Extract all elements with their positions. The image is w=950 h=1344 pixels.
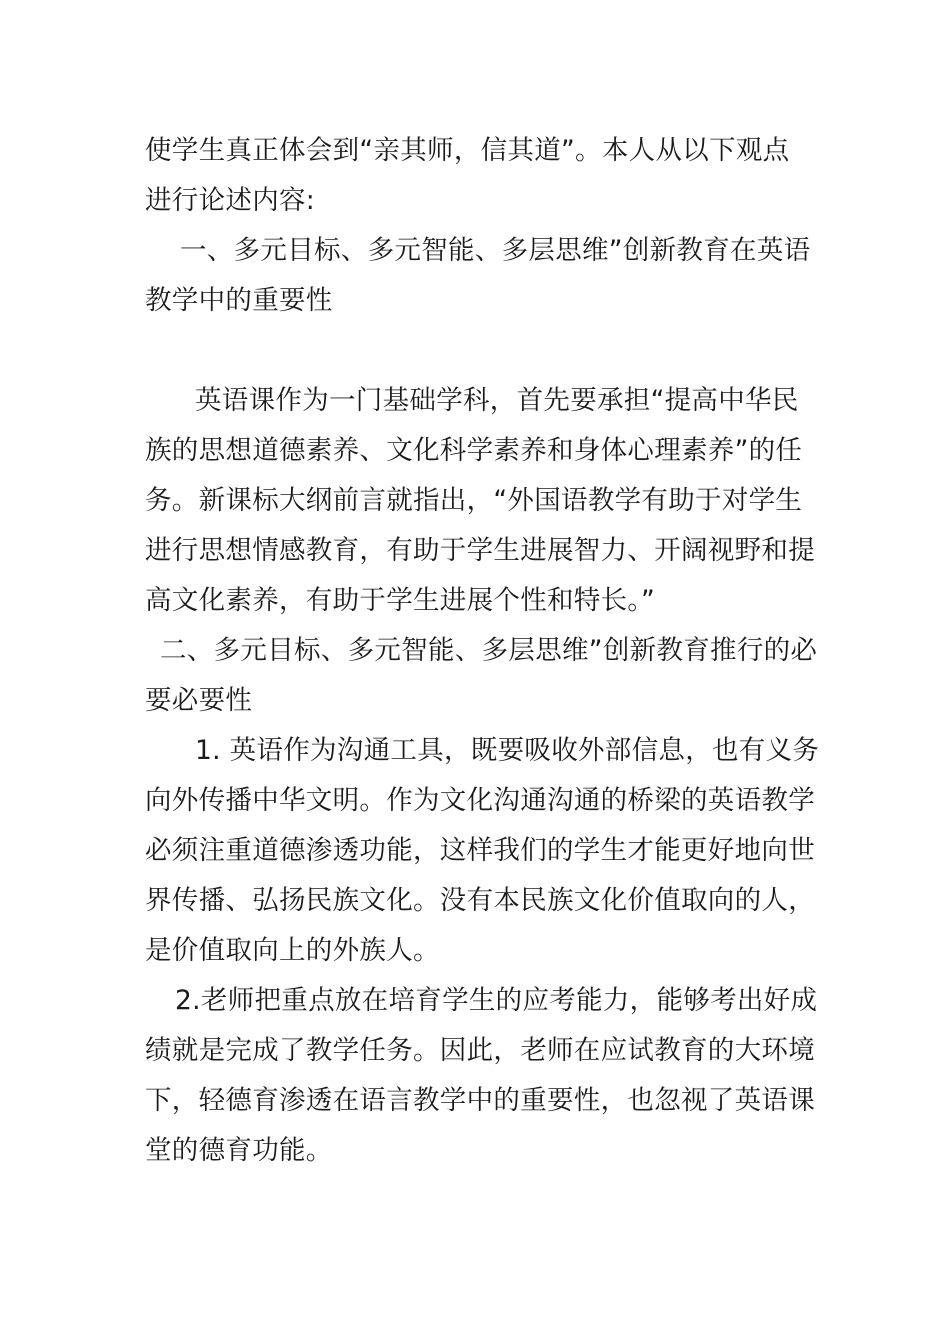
text-line: 使学生真正体会到“亲其师，信其道”。本人从以下观点: [145, 135, 790, 166]
text-line: 向外传播中华文明。作为文化沟通沟通的桥梁的英语教学: [145, 785, 815, 816]
text-line: 2.老师把重点放在培育学生的应考能力，能够考出好成: [175, 985, 818, 1016]
section-heading-2-cont: 要必要性: [145, 685, 253, 716]
text-line: 高文化素养，有助于学生进展个性和特长。”: [145, 585, 655, 616]
text-line: 绩就是完成了教学任务。因此，老师在应试教育的大环境: [145, 1035, 815, 1066]
text-line: 进行思想情感教育，有助于学生进展智力、开阔视野和提: [145, 535, 815, 566]
text-line: 界传播、弘扬民族文化。没有本民族文化价值取向的人，: [145, 885, 815, 916]
text-line: 务。新课标大纲前言就指出，“外国语教学有助于对学生: [145, 485, 803, 516]
text-line: 进行论述内容:: [145, 185, 316, 216]
text-line: 下，轻德育渗透在语言教学中的重要性，也忽视了英语课: [145, 1085, 815, 1116]
text-line: 1. 英语作为沟通工具，既要吸收外部信息，也有义务: [195, 735, 820, 766]
text-line: 族的思想道德素养、文化科学素养和身体心理素养”的任: [145, 435, 803, 466]
text-line: 英语课作为一门基础学科，首先要承担“提高中华民: [195, 385, 799, 416]
text-line: 堂的德育功能。: [145, 1135, 333, 1166]
section-heading-1-cont: 教学中的重要性: [145, 285, 333, 316]
section-heading-2: 二、多元目标、多元智能、多层思维”创新教育推行的必: [160, 635, 818, 666]
section-heading-1: 一、多元目标、多元智能、多层思维”创新教育在英语: [180, 235, 811, 266]
text-line: 是价值取向上的外族人。: [145, 935, 440, 966]
text-line: 必须注重道德渗透功能，这样我们的学生才能更好地向世: [145, 835, 815, 866]
